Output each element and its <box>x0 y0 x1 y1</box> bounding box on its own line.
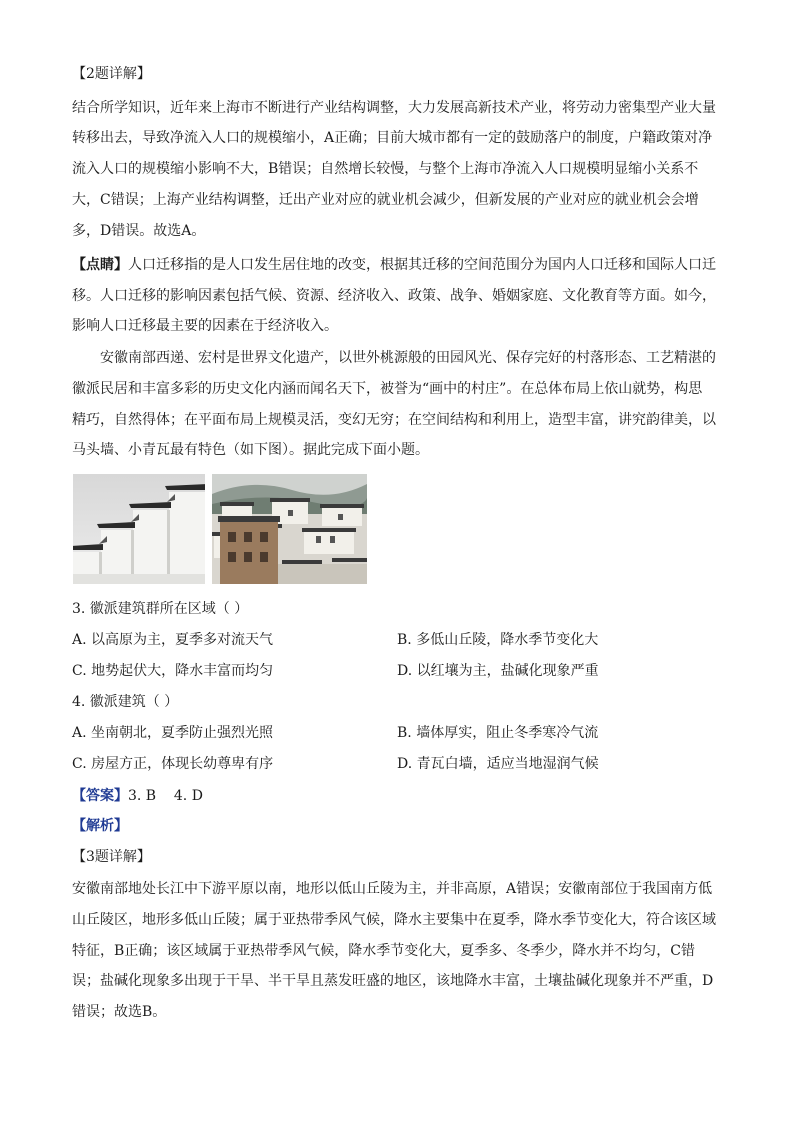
answer-label: 【答案】 <box>72 788 128 804</box>
passage-line-4: 马头墙、小青瓦最有特色（如下图）。据此完成下面小题。 <box>72 442 429 458</box>
section3-line-4: 误；盐碱化现象多出现于干旱、半干旱且蒸发旺盛的地区，该地降水丰富，土壤盐碱化现象并不严重，D <box>72 973 714 989</box>
analysis-label: 【解析】 <box>72 818 128 834</box>
section2-line-4: 大，C错误；上海产业结构调整，迁出产业对应的就业机会减少，但新发展的产业对应的就业机会会增 <box>72 192 699 208</box>
section2-line-5: 多，D错误。故选A。 <box>72 223 206 239</box>
q4-option-a: A. 坐南朝北，夏季防止强烈光照 <box>72 725 274 741</box>
dianjing-line-3: 影响人口迁移最主要的因素在于经济收入。 <box>72 318 338 334</box>
section2-line-3: 流入人口的规模缩小影响不大，B错误；自然增长较慢，与整个上海市净流入人口规模明显缩小关系不 <box>72 161 699 177</box>
q3-option-d: D. 以红壤为主，盐碱化现象严重 <box>397 663 599 679</box>
dianjing-first-line: 人口迁移指的是人口发生居住地的改变，根据其迁移的空间范围分为国内人口迁移和国际人口迁 <box>128 257 716 273</box>
section3-line-1: 安徽南部地处长江中下游平原以南，地形以低山丘陵为主，并非高原，A错误；安徽南部位于我国南方低 <box>72 881 713 897</box>
huizhou-village-photo <box>212 474 367 584</box>
section3-line-2: 山丘陵区，地形多低山丘陵；属于亚热带季风气候，降水主要集中在夏季，降水季节变化大，符合该区域 <box>72 912 716 928</box>
section2-line-1: 结合所学知识，近年来上海市不断进行产业结构调整，大力发展高新技术产业，将劳动力密集型产业大量 <box>72 100 716 116</box>
passage-line-1: 安徽南部西递、宏村是世界文化遗产，以世外桃源般的田园风光、保存完好的村落形态、工艺精湛的 <box>100 350 716 366</box>
answer-block <box>72 786 203 806</box>
dianjing-line-2: 移。人口迁移的影响因素包括气候、资源、经济收入、政策、战争、婚姻家庭、文化教育等方面。如今， <box>72 288 716 304</box>
passage-line-3: 精巧，自然得体；在平面布局上规模灵活，变幻无穷；在空间结构和利用上，造型丰富，讲究韵律美，以 <box>72 412 716 428</box>
q3-stem: 3. 徽派建筑群所在区域（ ） <box>72 601 249 617</box>
section3-line-5: 错误；故选B。 <box>72 1004 167 1020</box>
q4-option-c: C. 房屋方正，体现长幼尊卑有序 <box>72 756 274 772</box>
q4-option-d: D. 青瓦白墙，适应当地湿润气候 <box>397 756 599 772</box>
section2-line-2: 转移出去，导致净流入人口的规模缩小，A正确；目前大城市都有一定的鼓励落户的制度，户籍政策对净 <box>72 130 713 146</box>
section3-heading: 【3题详解】 <box>72 849 151 865</box>
q3-option-a: A. 以高原为主，夏季多对流天气 <box>72 632 274 648</box>
q4-option-b: B. 墙体厚实，阻止冬季寒冷气流 <box>397 725 599 741</box>
passage-line-2: 徽派民居和丰富多彩的历史文化内涵而闻名天下，被誉为“画中的村庄”。在总体布局上依山就势，构思 <box>72 381 703 397</box>
q4-stem: 4. 徽派建筑（ ） <box>72 694 179 710</box>
section3-line-3: 特征，B正确；该区域属于亚热带季风气候，降水季节变化大，夏季多、冬季少，降水并不均匀，C错 <box>72 943 695 959</box>
q3-option-b: B. 多低山丘陵，降水季节变化大 <box>397 632 599 648</box>
dianjing-label: 【点睛】 <box>72 257 128 273</box>
horse-head-wall-photo <box>73 474 205 584</box>
section2-heading: 【2题详解】 <box>72 66 151 82</box>
answer-text: 3. B 4. D <box>128 788 203 804</box>
q3-option-c: C. 地势起伏大，降水丰富而均匀 <box>72 663 274 679</box>
dianjing-block <box>72 255 716 275</box>
